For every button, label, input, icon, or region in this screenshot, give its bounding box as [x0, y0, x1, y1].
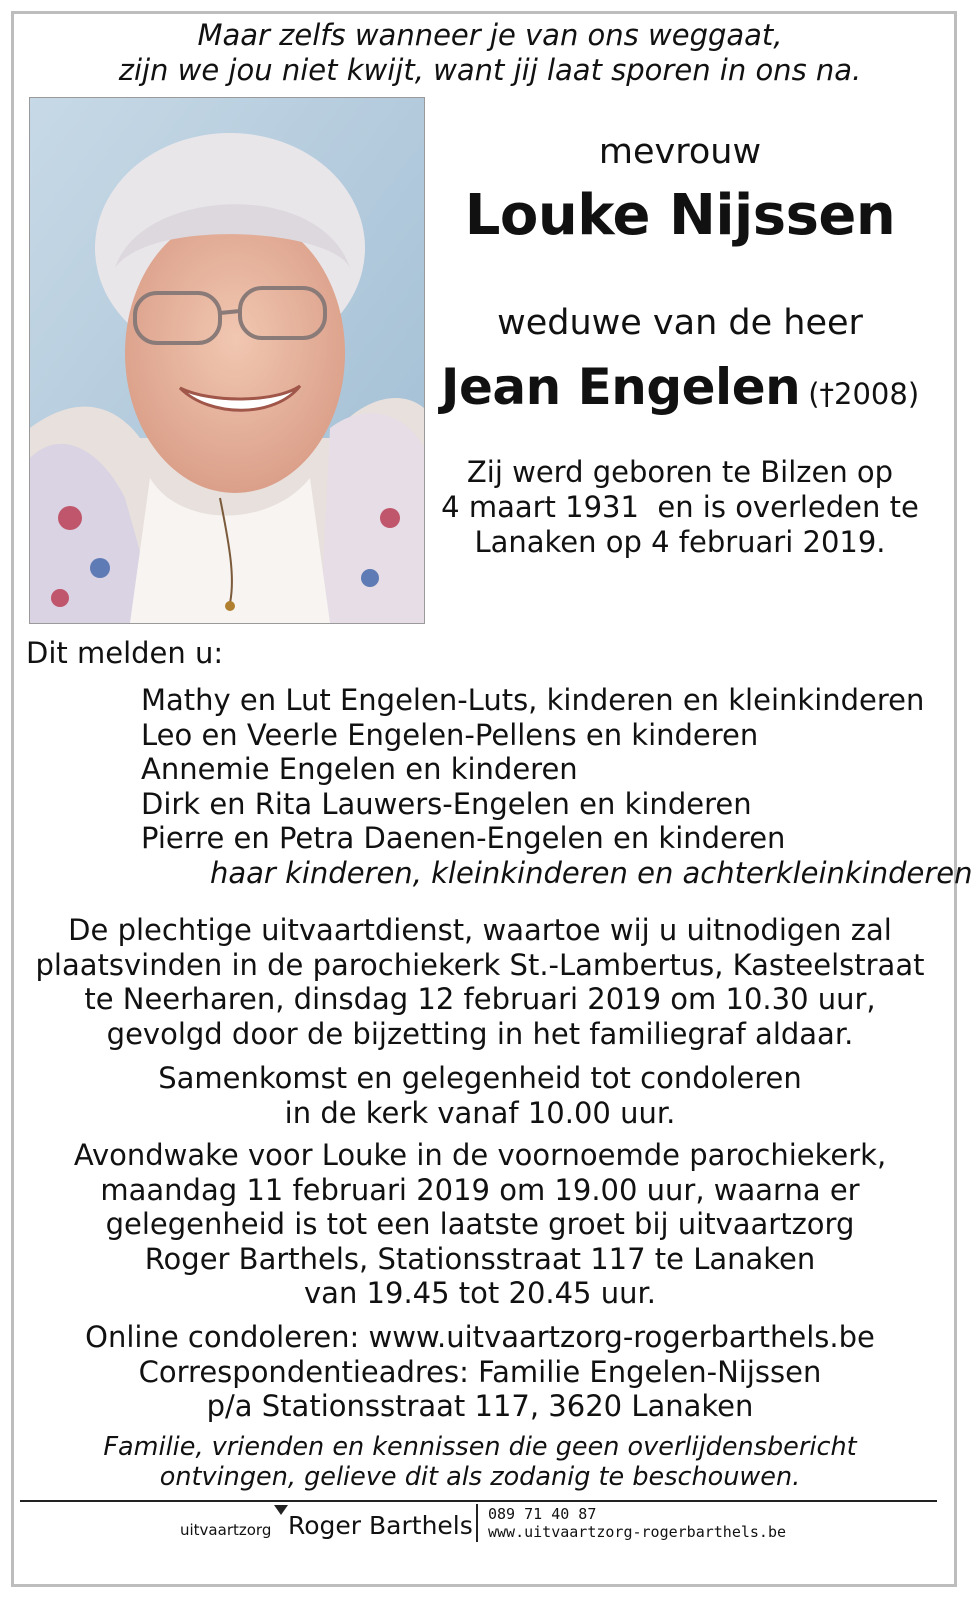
wake-line-1: Avondwake voor Louke in de voornoemde parochiekerk, [73, 1138, 887, 1172]
funeral-service [20, 913, 940, 1051]
family-member: Mathy en Lut Engelen-Luts, kinderen en kleinkinderen [141, 683, 925, 717]
contact-info [20, 1320, 940, 1424]
closing-notice [20, 1432, 940, 1492]
triangle-down-icon [274, 1505, 288, 1515]
footer-brand: Roger Barthels [288, 1511, 473, 1540]
deceased-name: Louke Nijssen [464, 183, 896, 248]
service-line-2: plaatsvinden in de parochiekerk St.-Lambertus, Kasteelstraat [35, 947, 925, 982]
announce-intro: Dit melden u: [26, 636, 224, 670]
wake-line-4: Roger Barthels, Stationsstraat 117 te Lanaken [144, 1241, 816, 1276]
gathering-line-2: in de kerk vanaf 10.00 uur. [284, 1095, 676, 1130]
deceased-title: mevrouw [598, 132, 762, 172]
footer-phone: 089 71 40 87 [488, 1505, 597, 1523]
correspondence-address: p/a Stationsstraat 117, 3620 Lanaken [206, 1389, 754, 1424]
quote-line-1: Maar zelfs wanneer je van ons weggaat, [197, 18, 783, 52]
quote-line-2: zijn we jou niet kwijt, want jij laat sporen in ons na. [118, 53, 862, 87]
family-member: Annemie Engelen en kinderen [141, 752, 578, 787]
family-member: Dirk en Rita Lauwers-Engelen en kinderen [141, 786, 752, 821]
birth-line-3: Lanaken op 4 februari 2019. [474, 525, 886, 559]
footer-website: www.uitvaartzorg-rogerbarthels.be [488, 1523, 787, 1541]
portrait-photo-icon [30, 98, 424, 623]
service-line-4: gevolgd door de bijzetting in het familiegraf aldaar. [106, 1016, 854, 1051]
evening-wake [20, 1138, 940, 1311]
gathering-line-1: Samenkomst en gelegenheid tot condoleren [158, 1061, 802, 1095]
footer-prefix: uitvaartzorg [180, 1521, 272, 1539]
portrait-photo [29, 97, 425, 624]
wake-line-2: maandag 11 februari 2019 om 19.00 uur, waarna er [100, 1172, 860, 1207]
notice-line-2: ontvingen, gelieve dit als zodanig te beschouwen. [159, 1462, 801, 1492]
online-condolence: Online condoleren: www.uitvaartzorg-rogerbarthels.be [85, 1320, 875, 1354]
footer-separator [476, 1504, 478, 1542]
family-list [141, 683, 924, 856]
spouse-death-year: (†2008) [808, 377, 920, 411]
spouse-line [440, 352, 920, 434]
relation-text: weduwe van de heer [497, 303, 863, 343]
birth-line-2: 4 maart 1931 en is overleden te [441, 490, 919, 524]
wake-line-5: van 19.45 tot 20.45 uur. [304, 1276, 656, 1311]
spouse-name: Jean Engelen [440, 358, 801, 416]
birth-line-1: Zij werd geboren te Bilzen op [466, 455, 894, 489]
footer-divider [20, 1500, 937, 1502]
notice-line-1: Familie, vrienden en kennissen die geen overlijdensbericht [103, 1432, 857, 1462]
service-line-1: De plechtige uitvaartdienst, waartoe wij u uitnodigen zal [68, 913, 892, 947]
family-member: Leo en Veerle Engelen-Pellens en kinderen [141, 717, 759, 752]
wake-line-3: gelegenheid is tot een laatste groet bij uitvaartzorg [105, 1207, 855, 1242]
condolence-gathering [20, 1061, 940, 1130]
family-member: Pierre en Petra Daenen-Engelen en kinderen [141, 821, 786, 856]
correspondence-label: Correspondentieadres: Familie Engelen-Nijssen [138, 1354, 822, 1389]
family-note: haar kinderen, kleinkinderen en achterkleinkinderen [210, 856, 973, 890]
opening-quote [40, 18, 940, 88]
service-line-3: te Neerharen, dinsdag 12 februari 2019 om 10.30 uur, [84, 982, 876, 1017]
birth-death-info [440, 455, 920, 560]
